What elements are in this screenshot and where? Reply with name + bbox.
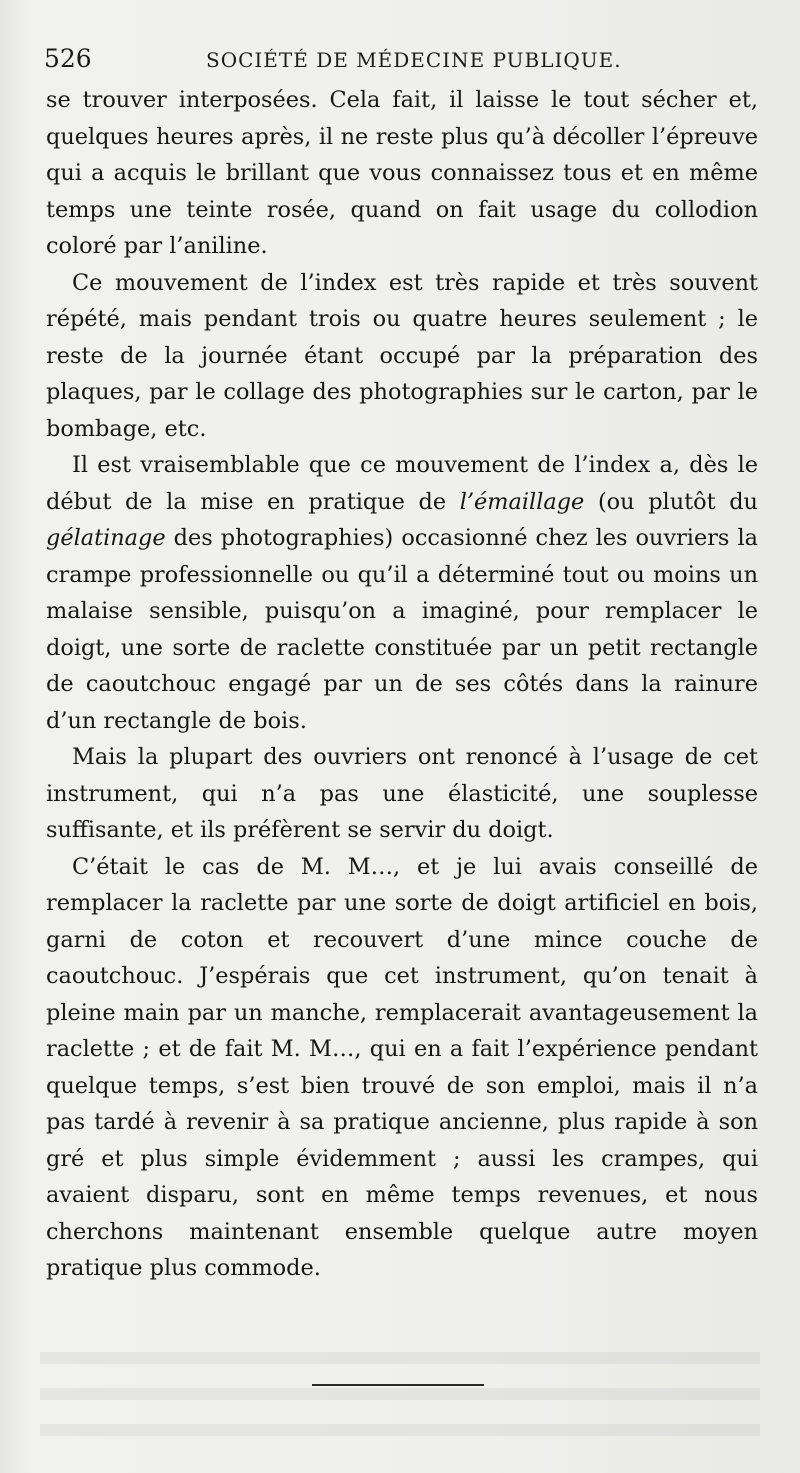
paragraph-5 (46, 849, 758, 1287)
paragraph-4-text: Mais la plupart des ouvriers ont renoncé à l’usage de cet instrument, qui n’a pas une élasticité, une souplesse suffisante, et ils préfèrent se servir du doigt. (46, 744, 758, 843)
body-text (46, 82, 758, 1287)
emaillage-term: l’émaillage (459, 488, 585, 515)
paragraph-1 (46, 82, 758, 265)
section-divider-rule (312, 1384, 484, 1386)
running-title: SOCIÉTÉ DE MÉDECINE PUBLIQUE. (206, 48, 622, 72)
paragraph-3-text-c: des photographies) occasionné chez les ouvriers la crampe professionnelle ou qu’il a déterminé tout ou moins un malaise sensible, puisqu’on a imaginé, pour remplacer le doigt, une sorte de raclette constituée par un petit rectangle de caoutchouc engagé par un de ses côtés dans la rainure d’un rectangle de bois. (46, 525, 758, 734)
paragraph-5-text: C’était le cas de M. M…, et je lui avais conseillé de remplacer la raclette par une sorte de doigt artificiel en bois, garni de coton et recouvert d’une mince couche de caoutchouc. J’espérais que cet instrument, qu’on tenait à pleine main par un manche, remplacerait avantageusement la raclette ; et de fait M. M…, qui en a fait l’expérience pendant quelque temps, s’est bien trouvé de son emploi, mais il n’a pas tardé à revenir à sa pratique ancienne, plus rapide à son gré et plus simple évidemment ; aussi les crampes, qui avaient disparu, sont en même temps revenues, et nous cherchons maintenant ensemble quelque autre moyen pratique plus commode. (46, 853, 758, 1281)
paragraph-3-text-b: (ou plutôt du (584, 488, 758, 515)
paragraph-4 (46, 739, 758, 849)
paragraph-3 (46, 447, 758, 739)
gelatinage-term: gélatinage (46, 525, 166, 551)
paragraph-2-text: Ce mouvement de l’index est très rapide et très souvent répété, mais pendant trois ou quatre heures seulement ; le reste de la journée étant occupé par la préparation des plaques, par le collage des photographies sur le carton, par le bombage, etc. (46, 269, 758, 442)
bleed-through-texture (40, 1330, 760, 1460)
page-header (44, 38, 758, 78)
paragraph-3-text-a: Il est vraisemblable que ce mouvement de l’index a, dès le début de la mise en pratique de (46, 452, 758, 515)
page-number: 526 (44, 44, 92, 73)
paragraph-2 (46, 265, 758, 448)
paragraph-1-text: se trouver interposées. Cela fait, il laisse le tout sécher et, quelques heures après, il ne reste plus qu’à décoller l’épreuve qui a acquis le brillant que vous connaissez tous et en même temps une teinte rosée, quand on fait usage du collodion coloré par l’aniline. (46, 87, 758, 259)
